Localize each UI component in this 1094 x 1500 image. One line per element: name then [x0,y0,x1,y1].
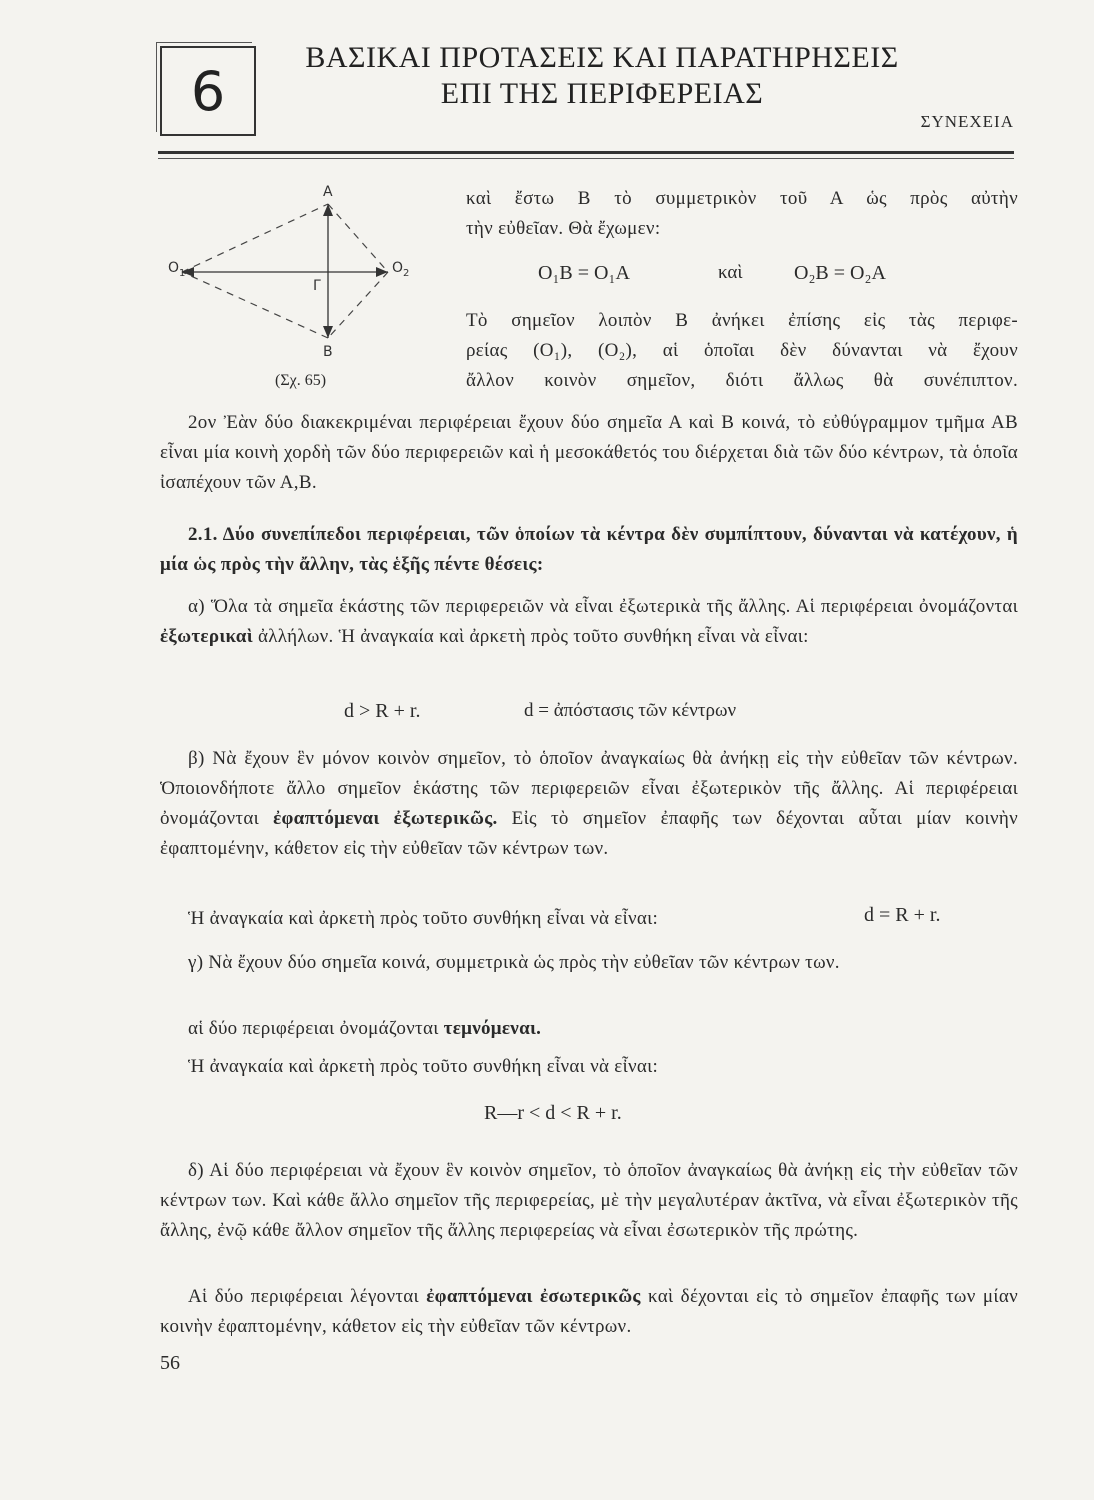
figure-diagram [160,180,450,395]
paragraph-case-d-name: Αἱ δύο περιφέρειαι λέγονται ἐφαπτόμεναι ἐσωτερικῶς καὶ δέχονται εἰς τὸ σημεῖον ἐπαφῆς των μίαν κοινὴν ἐφαπτομένην, κάθετον εἰς τὴν εὐθεῖαν τῶν κέντρων. [160,1286,1018,1337]
term-internally-tangent: ἐφαπτόμεναι ἐσωτερικῶς [426,1286,641,1307]
chapter-number: 6 [190,59,226,123]
label-o1: $O_1$ [168,260,186,279]
equation-o1b: O₁B = O₁A [538,262,630,284]
dashed-edge-o2-b [328,272,388,338]
label-a: A [323,184,333,200]
intro-line-3: Τὸ σημεῖον λοιπὸν Β ἀνήκει ἐπίσης εἰς τὰς περιφε- [466,310,1018,331]
continued-label: ΣΥΝΕΧΕΙΑ [920,112,1014,131]
chapter-title-line-1: ΒΑΣΙΚΑΙ ΠΡΟΤΑΣΕΙΣ ΚΑΙ ΠΑΡΑΤΗΡΗΣΕΙΣ [305,41,899,74]
chapter-title [272,40,932,112]
paragraph-case-d: δ) Αἱ δύο περιφέρειαι νὰ ἔχουν ἓν κοινὸν σημεῖον, τὸ ὁποῖον ἀναγκαίως θὰ ἀνήκῃ εἰς τὴν εὐθεῖαν τῶν κέντρων των. Καὶ κάθε ἄλλο σημεῖον τῆς περιφερείας, μὲ τὴν μεγαλυτέραν ἀκτῖνα, νὰ εἶναι ἐξωτερικὸν τῆς ἄλλης, ἐνῷ κάθε ἄλλον σημεῖον τῆς ἄλλης περιφερείας νὰ εἶναι ἐσωτερικὸν τῆς πρώτης. [160,1160,1018,1241]
intro-line-4: ρείας (O₁), (O₂), αἱ ὁποῖαι δὲν δύνανται νὰ ἔχουν [466,340,1018,361]
term-intersecting: τεμνόμεναι. [443,1018,542,1039]
figure-65 [160,180,450,395]
dashed-edge-a-o2 [328,204,388,272]
arrow-o2 [376,267,388,277]
paragraph-case-b: β) Νὰ ἔχουν ἓν μόνον κοινὸν σημεῖον, τὸ ὁποῖον ἀναγκαίως θὰ ἀνήκῃ εἰς τὴν εὐθεῖαν τῶν κέντρων. Ὁποιονδήποτε ἄλλο σημεῖον ἑκάστης τῶν περιφερειῶν εἶναι ἐξωτερικὸν τῆς ἄλλης. Αἱ περιφέρειαι ὀνομάζονται ἐφαπτόμεναι ἐξωτερικῶς. Εἰς τὸ σημεῖον ἐπαφῆς των δέχονται αὗται μίαν κοινὴν ἐφαπτομένην, κάθετον εἰς τὴν εὐθεῖαν τῶν κέντρων των. [160,748,1018,859]
paragraph-case-c-name: αἱ δύο περιφέρειαι ὀνομάζονται τεμνόμεναι. [188,1018,542,1039]
intro-line-2: τὴν εὐθεῖαν. Θὰ ἔχωμεν: [466,218,661,239]
term-externally-tangent: ἐφαπτόμεναι ἐξωτερικῶς. [273,808,498,829]
header-rule-thick [158,151,1014,154]
dashed-edge-o1-a [182,204,328,272]
paragraph-second: 2ον Ἐὰν δύο διακεκριμέναι περιφέρειαι ἔχουν δύο σημεῖα Α καὶ Β κοινά, τὸ εὐθύγραμμον τμῆμα ΑΒ εἶναι μία κοινὴ χορδὴ τῶν δύο περιφερειῶν καὶ ἡ μεσοκάθετός του διέρχεται διὰ τῶν δύο κέντρων, τὰ ὁποῖα ἰσαπέχουν τῶν Α,Β. [160,412,1018,493]
chapter-title-line-2: ΕΠΙ ΤΗΣ ΠΕΡΙΦΕΡΕΙΑΣ [440,77,764,110]
section-heading-2-1: 2.1. Δύο συνεπίπεδοι περιφέρειαι, τῶν ὁποίων τὰ κέντρα δὲν συμπίπτουν, δύνανται νὰ κατέχουν, ἡ μία ὡς πρὸς τὴν ἄλλην, τὰς ἑξῆς πέντε θέσεις: [160,524,1018,575]
condition-case-b: Ἡ ἀναγκαία καὶ ἀρκετὴ πρὸς τοῦτο συνθήκη εἶναι νὰ εἶναι: [188,908,659,929]
equation-and: καὶ [718,262,743,283]
dashed-edge-b-o1 [182,272,328,338]
paragraph-case-a: α) Ὅλα τὰ σημεῖα ἑκάστης τῶν περιφερειῶν νὰ εἶναι ἐξωτερικὰ τῆς ἄλλης. Αἱ περιφέρειαι ὀνομάζονται ἐξωτερικαὶ ἀλλήλων. Ἡ ἀναγκαία καὶ ἀρκετὴ πρὸς τοῦτο συνθήκη εἶναι νὰ εἶναι: [160,596,1018,647]
page-number: 56 [160,1352,180,1374]
label-o2: $O_2$ [392,260,410,279]
intro-line-5: ἄλλον κοινὸν σημεῖον, διότι ἄλλως θὰ συνέπιπτον. [466,370,1018,391]
label-gamma: Γ [313,278,321,294]
equation-o2b: O₂B = O₂A [794,262,886,284]
header-rule-thin [158,158,1014,159]
formula-case-b: d = R + r. [864,904,941,926]
formula-case-c: R—r < d < R + r. [484,1102,622,1124]
formula-note-case-a: d = ἀπόστασις τῶν κέντρων [524,700,737,721]
figure-caption: (Σχ. 65) [275,372,327,389]
chapter-number-box [160,46,256,136]
formula-case-a: d > R + r. [344,700,421,722]
term-external: ἐξωτερικαὶ [160,626,253,647]
intro-line-1: καὶ ἔστω Β τὸ συμμετρικὸν τοῦ Α ὡς πρὸς αὐτὴν [466,188,1018,209]
condition-case-c: Ἡ ἀναγκαία καὶ ἀρκετὴ πρὸς τοῦτο συνθήκη εἶναι νὰ εἶναι: [188,1056,659,1077]
paragraph-case-c: γ) Νὰ ἔχουν δύο σημεῖα κοινά, συμμετρικὰ ὡς πρὸς τὴν εὐθεῖαν τῶν κέντρων των. [188,952,840,973]
label-b: B [323,344,333,360]
